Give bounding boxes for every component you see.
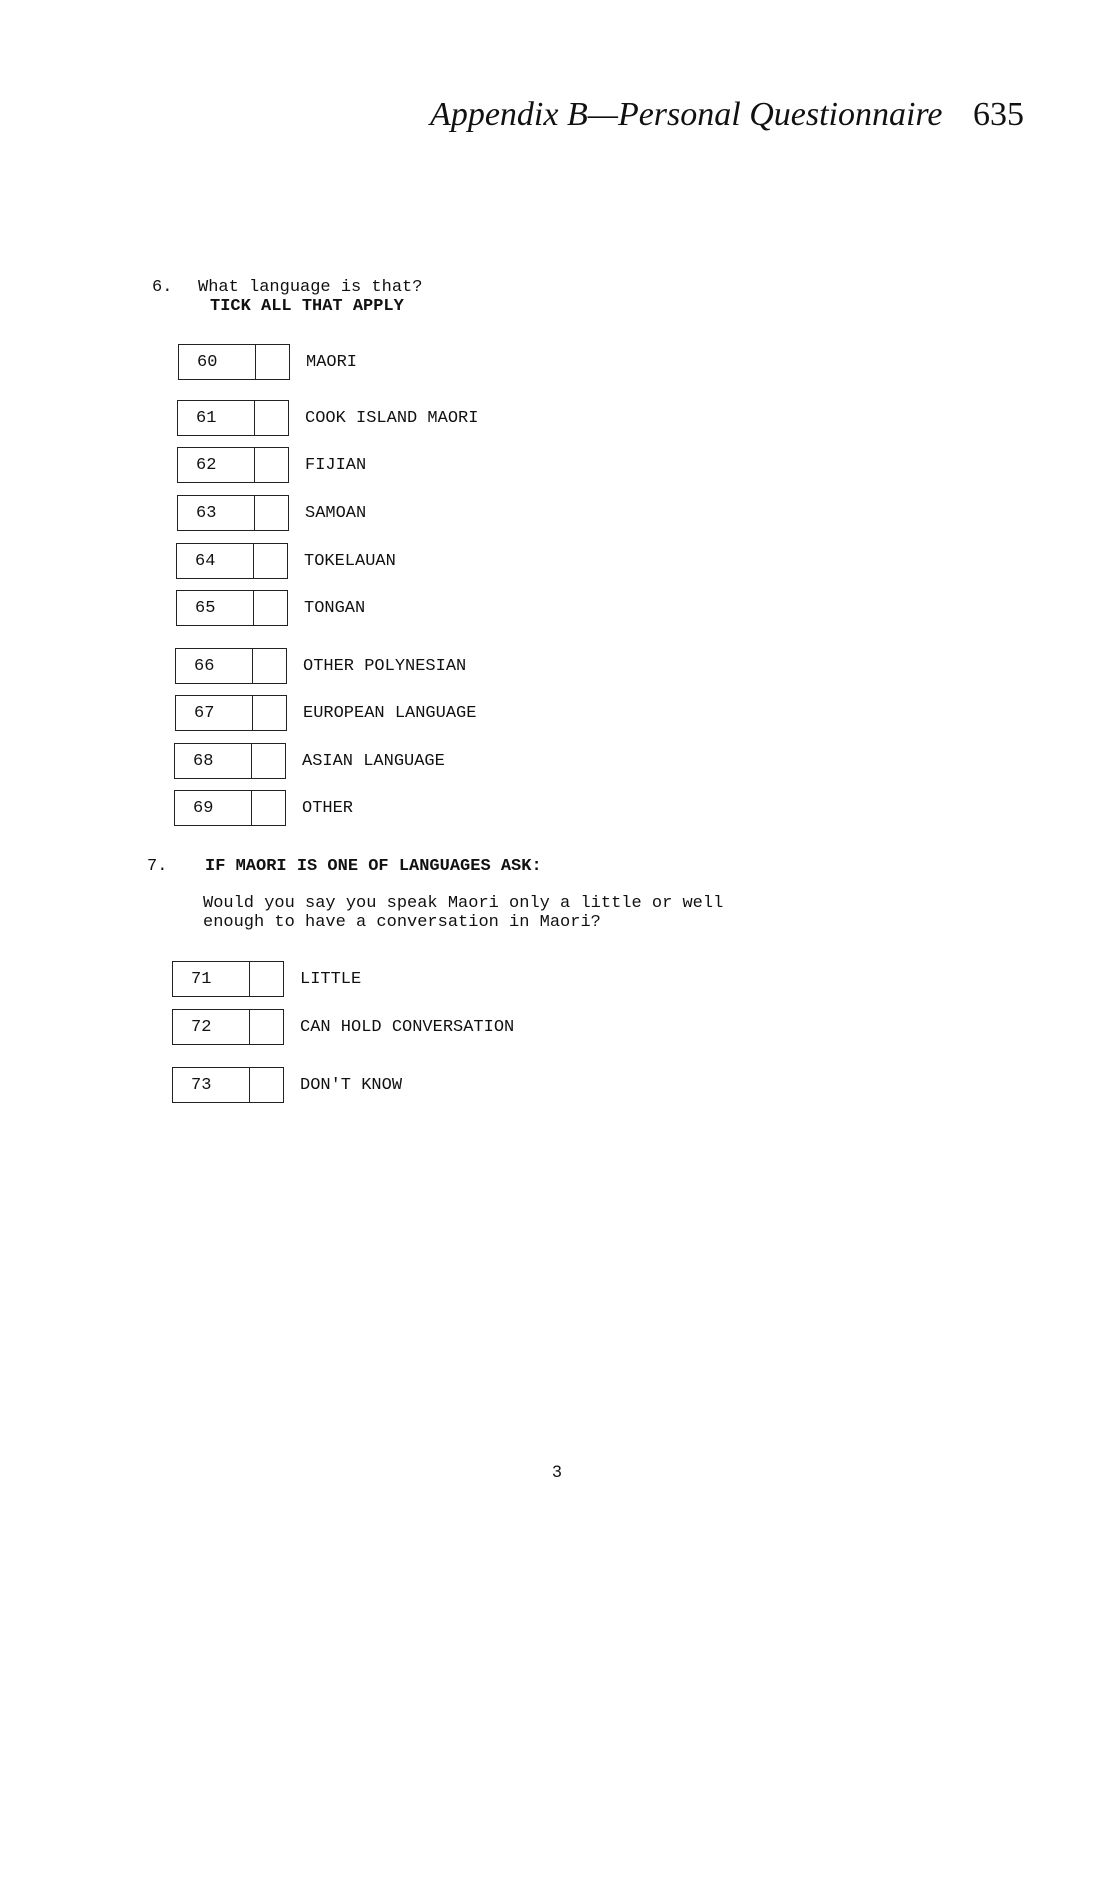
q7-number: 7. xyxy=(147,857,168,876)
option-row xyxy=(177,400,478,436)
option-row xyxy=(175,695,476,731)
footer-page-number: 3 xyxy=(552,1462,562,1481)
option-label: ASIAN LANGUAGE xyxy=(302,751,445,771)
option-code: 62 xyxy=(177,447,255,483)
q7-question-line-1: Would you say you speak Maori only a little or well xyxy=(203,894,724,913)
tick-box[interactable] xyxy=(252,743,286,779)
q6-question: What language is that? xyxy=(198,278,423,297)
option-row xyxy=(178,344,357,380)
option-code: 60 xyxy=(178,344,256,380)
header-page-number: 635 xyxy=(973,96,1024,133)
option-code: 72 xyxy=(172,1009,250,1045)
option-row xyxy=(175,648,466,684)
header-title: Appendix B—Personal Questionnaire xyxy=(430,96,943,133)
option-label: LITTLE xyxy=(300,969,362,989)
option-code: 68 xyxy=(174,743,252,779)
tick-box[interactable] xyxy=(252,790,286,826)
option-row xyxy=(176,543,396,579)
tick-box[interactable] xyxy=(250,1067,284,1103)
q6-number: 6. xyxy=(152,278,173,297)
option-code: 67 xyxy=(175,695,253,731)
option-label: SAMOAN xyxy=(305,503,367,523)
option-label: OTHER POLYNESIAN xyxy=(303,656,467,676)
q6-instruction: TICK ALL THAT APPLY xyxy=(210,297,404,316)
tick-box[interactable] xyxy=(254,590,288,626)
option-label: TONGAN xyxy=(304,598,366,618)
tick-box[interactable] xyxy=(256,344,290,380)
option-code: 71 xyxy=(172,961,250,997)
option-code: 64 xyxy=(176,543,254,579)
tick-box[interactable] xyxy=(250,1009,284,1045)
tick-box[interactable] xyxy=(255,495,289,531)
running-header xyxy=(430,96,1024,134)
option-row xyxy=(172,961,361,997)
option-row xyxy=(177,447,366,483)
option-row xyxy=(176,590,365,626)
q7-question-line-2: enough to have a conversation in Maori? xyxy=(203,913,601,932)
option-label: TOKELAUAN xyxy=(304,551,396,571)
option-row xyxy=(174,743,445,779)
option-label: DON'T KNOW xyxy=(300,1075,403,1095)
option-label: COOK ISLAND MAORI xyxy=(305,408,479,428)
tick-box[interactable] xyxy=(254,543,288,579)
option-code: 65 xyxy=(176,590,254,626)
q7-instruction: IF MAORI IS ONE OF LANGUAGES ASK: xyxy=(205,857,542,876)
option-label: MAORI xyxy=(306,352,358,372)
option-label: OTHER xyxy=(302,798,354,818)
option-code: 69 xyxy=(174,790,252,826)
tick-box[interactable] xyxy=(255,447,289,483)
tick-box[interactable] xyxy=(255,400,289,436)
option-code: 66 xyxy=(175,648,253,684)
tick-box[interactable] xyxy=(253,648,287,684)
option-label: CAN HOLD CONVERSATION xyxy=(300,1017,515,1037)
option-code: 73 xyxy=(172,1067,250,1103)
option-label: EUROPEAN LANGUAGE xyxy=(303,703,477,723)
option-row xyxy=(174,790,353,826)
tick-box[interactable] xyxy=(253,695,287,731)
option-row xyxy=(172,1067,402,1103)
option-label: FIJIAN xyxy=(305,455,367,475)
option-row xyxy=(177,495,366,531)
tick-box[interactable] xyxy=(250,961,284,997)
option-code: 63 xyxy=(177,495,255,531)
option-row xyxy=(172,1009,514,1045)
option-code: 61 xyxy=(177,400,255,436)
